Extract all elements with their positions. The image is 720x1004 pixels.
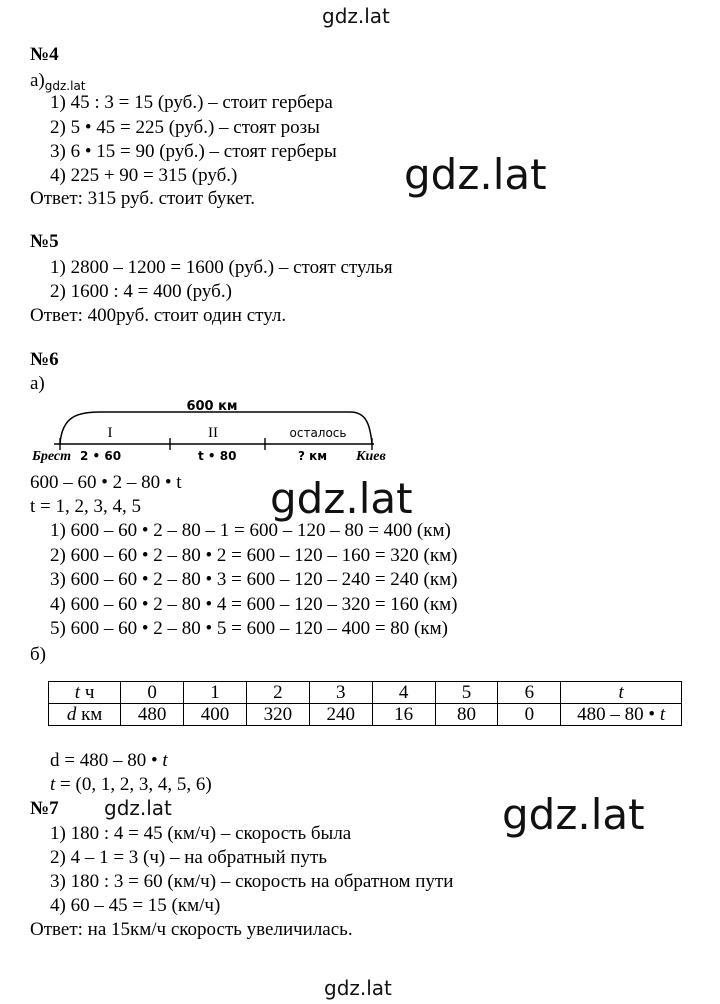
watermark-large-1: gdz.lat <box>404 150 547 199</box>
task4-part-a: $а)_{gdz.lat}$ <box>30 70 86 93</box>
task7-answer: Ответ: на 15км/ч скорость увеличилась. <box>30 919 353 940</box>
task7-step-4: 4) 60 – 45 = 15 (км/ч) <box>50 895 221 916</box>
diagram-seg2-value: t • 80 <box>198 449 237 463</box>
watermark-bottom: gdz.lat <box>324 976 392 1000</box>
task4-step-3: 3) 6 • 15 = 90 (руб.) – стоят герберы <box>50 141 337 162</box>
distance-table <box>48 681 682 726</box>
task4-step-2: 2) 5 • 45 = 225 (руб.) – стоят розы <box>50 117 320 138</box>
table-cell: 2 <box>246 682 309 704</box>
table-cell: 3 <box>309 682 372 704</box>
task4-step-1: 1) 45 : 3 = 15 (руб.) – стоит гербера <box>50 92 333 113</box>
task7-step-2: 2) 4 – 1 = 3 (ч) – на обратный путь <box>50 847 328 868</box>
task5-step-2: 2) 1600 : 4 = 400 (руб.) <box>50 281 232 302</box>
watermark-top: gdz.lat <box>322 4 390 28</box>
table-cell: 1 <box>184 682 247 704</box>
diagram-seg3-label: осталось <box>289 426 347 440</box>
task6-domain: t = (0, 1, 2, 3, 4, 5, 6) <box>50 774 212 795</box>
watermark-inline: gdz.lat <box>44 79 86 93</box>
table-cell: 480 – 80 • t <box>561 704 682 726</box>
task6-title: №6 <box>30 349 59 370</box>
diagram-end-label: Киев <box>356 449 386 464</box>
table-cell: 80 <box>435 704 498 726</box>
table-cell: 4 <box>372 682 435 704</box>
task7-step-1: 1) 180 : 4 = 45 (км/ч) – скорость была <box>50 823 352 844</box>
task6-expression: 600 – 60 • 2 – 80 • t <box>30 472 182 493</box>
table-cell: 240 <box>309 704 372 726</box>
table-head-t: t ч <box>49 682 121 704</box>
table-cell: t <box>561 682 682 704</box>
route-diagram <box>30 394 410 470</box>
task6-t-values: t = 1, 2, 3, 4, 5 <box>30 496 141 517</box>
diagram-seg1-value: 2 • 60 <box>80 449 122 463</box>
task7-step-3: 3) 180 : 3 = 60 (км/ч) – скорость на обратном пути <box>50 871 454 892</box>
task5-answer: Ответ: 400руб. стоит один стул. <box>30 305 287 326</box>
task5-title: №5 <box>30 231 59 252</box>
task4-step-4: 4) 225 + 90 = 315 (руб.) <box>50 165 238 186</box>
watermark-small: gdz.lat <box>104 796 172 820</box>
table-row-t <box>49 682 682 704</box>
task6-step-5: 5) 600 – 60 • 2 – 80 • 5 = 600 – 120 – 400 = 80 (км) <box>50 618 448 639</box>
task6-step-1: 1) 600 – 60 • 2 – 80 – 1 = 600 – 120 – 80 = 400 (км) <box>50 520 451 541</box>
task6-step-3: 3) 600 – 60 • 2 – 80 • 3 = 600 – 120 – 240 = 240 (км) <box>50 569 458 590</box>
task7-title: №7 <box>30 798 59 819</box>
watermark-large-3: gdz.lat <box>502 790 645 839</box>
table-cell: 6 <box>498 682 561 704</box>
table-head-d: d км <box>49 704 121 726</box>
table-row-d <box>49 704 682 726</box>
table-cell: 0 <box>498 704 561 726</box>
watermark-large-2: gdz.lat <box>270 474 413 523</box>
table-cell: 0 <box>121 682 184 704</box>
table-cell: 16 <box>372 704 435 726</box>
table-cell: 320 <box>246 704 309 726</box>
table-cell: 400 <box>184 704 247 726</box>
diagram-seg1-label: I <box>107 425 113 441</box>
table-cell: 480 <box>121 704 184 726</box>
task6-formula: d = 480 – 80 • t <box>50 750 168 771</box>
task5-step-1: 1) 2800 – 1200 = 1600 (руб.) – стоят стулья <box>50 257 393 278</box>
task4-answer: Ответ: 315 руб. стоит букет. <box>30 188 256 209</box>
diagram-start-label: Брест <box>32 449 72 464</box>
diagram-seg3-value: ? км <box>298 449 328 463</box>
task6-step-4: 4) 600 – 60 • 2 – 80 • 4 = 600 – 120 – 320 = 160 (км) <box>50 594 458 615</box>
table-cell: 5 <box>435 682 498 704</box>
diagram-seg2-label: II <box>208 425 218 441</box>
task4-title: №4 <box>30 44 59 65</box>
diagram-total-label: 600 км <box>186 399 238 414</box>
task6-step-2: 2) 600 – 60 • 2 – 80 • 2 = 600 – 120 – 160 = 320 (км) <box>50 545 458 566</box>
task6-part-a: а) <box>30 373 45 394</box>
task6-part-b: б) <box>30 644 46 665</box>
